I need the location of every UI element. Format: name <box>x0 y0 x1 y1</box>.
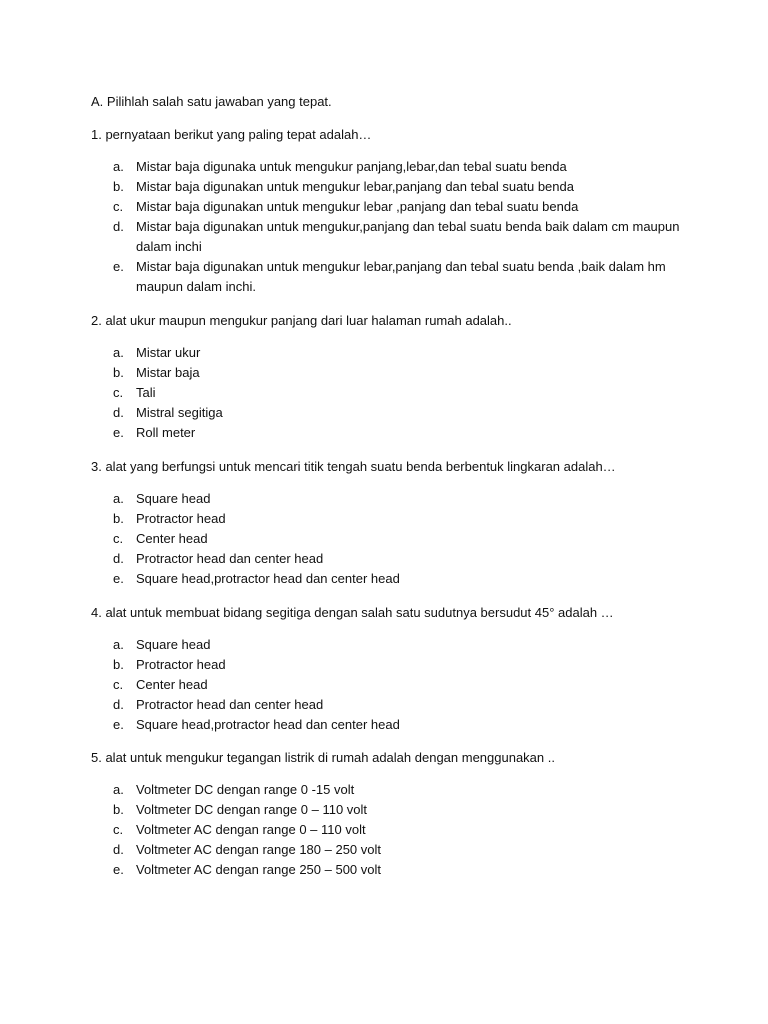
option-a <box>91 157 691 177</box>
option-d <box>91 695 691 715</box>
option-text: Protractor head <box>136 657 226 672</box>
option-text: Mistar baja digunakan untuk mengukur lebar,panjang dan tebal suatu benda <box>136 179 574 194</box>
option-text: Mistar baja <box>136 365 200 380</box>
option-text: Protractor head dan center head <box>136 551 324 566</box>
option-letter: a. <box>113 782 124 797</box>
option-list <box>91 343 691 443</box>
option-d <box>91 403 691 423</box>
option-text: Mistral segitiga <box>136 405 223 420</box>
option-letter: e. <box>113 717 124 732</box>
option-a <box>91 343 691 363</box>
option-letter: d. <box>113 842 124 857</box>
question-1 <box>91 125 691 297</box>
option-c <box>91 383 691 403</box>
option-text: Voltmeter AC dengan range 0 – 110 volt <box>136 822 366 837</box>
option-list <box>91 635 691 735</box>
option-text: Mistar ukur <box>136 345 201 360</box>
option-a <box>91 489 691 509</box>
question-text: 5. alat untuk mengukur tegangan listrik di rumah adalah dengan menggunakan .. <box>91 750 555 765</box>
option-letter: d. <box>113 697 124 712</box>
option-a <box>91 780 691 800</box>
option-b <box>91 655 691 675</box>
option-d <box>91 549 691 569</box>
option-list <box>91 780 691 880</box>
option-e <box>91 715 691 735</box>
option-d <box>91 217 691 257</box>
option-letter: b. <box>113 511 124 526</box>
option-letter: e. <box>113 259 124 274</box>
option-c <box>91 675 691 695</box>
option-text: Square head <box>136 637 211 652</box>
option-letter: b. <box>113 365 124 380</box>
option-text: Protractor head dan center head <box>136 697 324 712</box>
option-b <box>91 509 691 529</box>
question-4 <box>91 603 691 735</box>
question-3 <box>91 457 691 589</box>
option-text: Mistar baja digunaka untuk mengukur panjang,lebar,dan tebal suatu benda <box>136 159 567 174</box>
option-c <box>91 197 691 217</box>
option-letter: d. <box>113 219 124 234</box>
option-e <box>91 257 691 297</box>
option-b <box>91 177 691 197</box>
option-text: Center head <box>136 677 208 692</box>
option-letter: b. <box>113 802 124 817</box>
option-b <box>91 800 691 820</box>
option-b <box>91 363 691 383</box>
question-5 <box>91 748 691 880</box>
option-text: Square head,protractor head dan center head <box>136 571 400 586</box>
option-text: Voltmeter AC dengan range 180 – 250 volt <box>136 842 382 857</box>
option-a <box>91 635 691 655</box>
option-c <box>91 529 691 549</box>
option-text: Tali <box>136 385 156 400</box>
option-letter: b. <box>113 657 124 672</box>
option-letter: c. <box>113 531 124 546</box>
question-text: 4. alat untuk membuat bidang segitiga dengan salah satu sudutnya bersudut 45° adalah … <box>91 605 614 620</box>
option-letter: e. <box>113 571 124 586</box>
option-letter: a. <box>113 345 124 360</box>
option-letter: a. <box>113 637 124 652</box>
option-letter: a. <box>113 491 124 506</box>
option-e <box>91 569 691 589</box>
option-e <box>91 423 691 443</box>
option-text: Voltmeter AC dengan range 250 – 500 volt <box>136 862 382 877</box>
option-c <box>91 820 691 840</box>
option-text: Voltmeter DC dengan range 0 -15 volt <box>136 782 355 797</box>
option-text: Protractor head <box>136 511 226 526</box>
option-text: Mistar baja digunakan untuk mengukur lebar,panjang dan tebal suatu benda ,baik dalam hm maupun dalam inchi. <box>136 259 666 294</box>
option-letter: d. <box>113 405 124 420</box>
question-text: 2. alat ukur maupun mengukur panjang dari luar halaman rumah adalah.. <box>91 313 512 328</box>
option-text: Square head <box>136 491 211 506</box>
option-letter: c. <box>113 822 124 837</box>
option-list <box>91 157 691 297</box>
option-letter: d. <box>113 551 124 566</box>
option-text: Center head <box>136 531 208 546</box>
option-letter: e. <box>113 862 124 877</box>
option-letter: c. <box>113 199 124 214</box>
option-text: Mistar baja digunakan untuk mengukur lebar ,panjang dan tebal suatu benda <box>136 199 579 214</box>
section-heading: A. Pilihlah salah satu jawaban yang tepat. <box>91 94 332 109</box>
option-text: Voltmeter DC dengan range 0 – 110 volt <box>136 802 368 817</box>
option-list <box>91 489 691 589</box>
option-letter: c. <box>113 385 124 400</box>
option-letter: b. <box>113 179 124 194</box>
option-text: Roll meter <box>136 425 196 440</box>
question-2 <box>91 311 691 443</box>
option-letter: c. <box>113 677 124 692</box>
option-e <box>91 860 691 880</box>
option-text: Mistar baja digunakan untuk mengukur,panjang dan tebal suatu benda baik dalam cm maupun dalam inchi <box>136 219 680 254</box>
option-d <box>91 840 691 860</box>
option-text: Square head,protractor head dan center head <box>136 717 400 732</box>
question-text: 3. alat yang berfungsi untuk mencari titik tengah suatu benda berbentuk lingkaran adalah… <box>91 459 616 474</box>
option-letter: e. <box>113 425 124 440</box>
option-letter: a. <box>113 159 124 174</box>
question-text: 1. pernyataan berikut yang paling tepat adalah… <box>91 127 372 142</box>
